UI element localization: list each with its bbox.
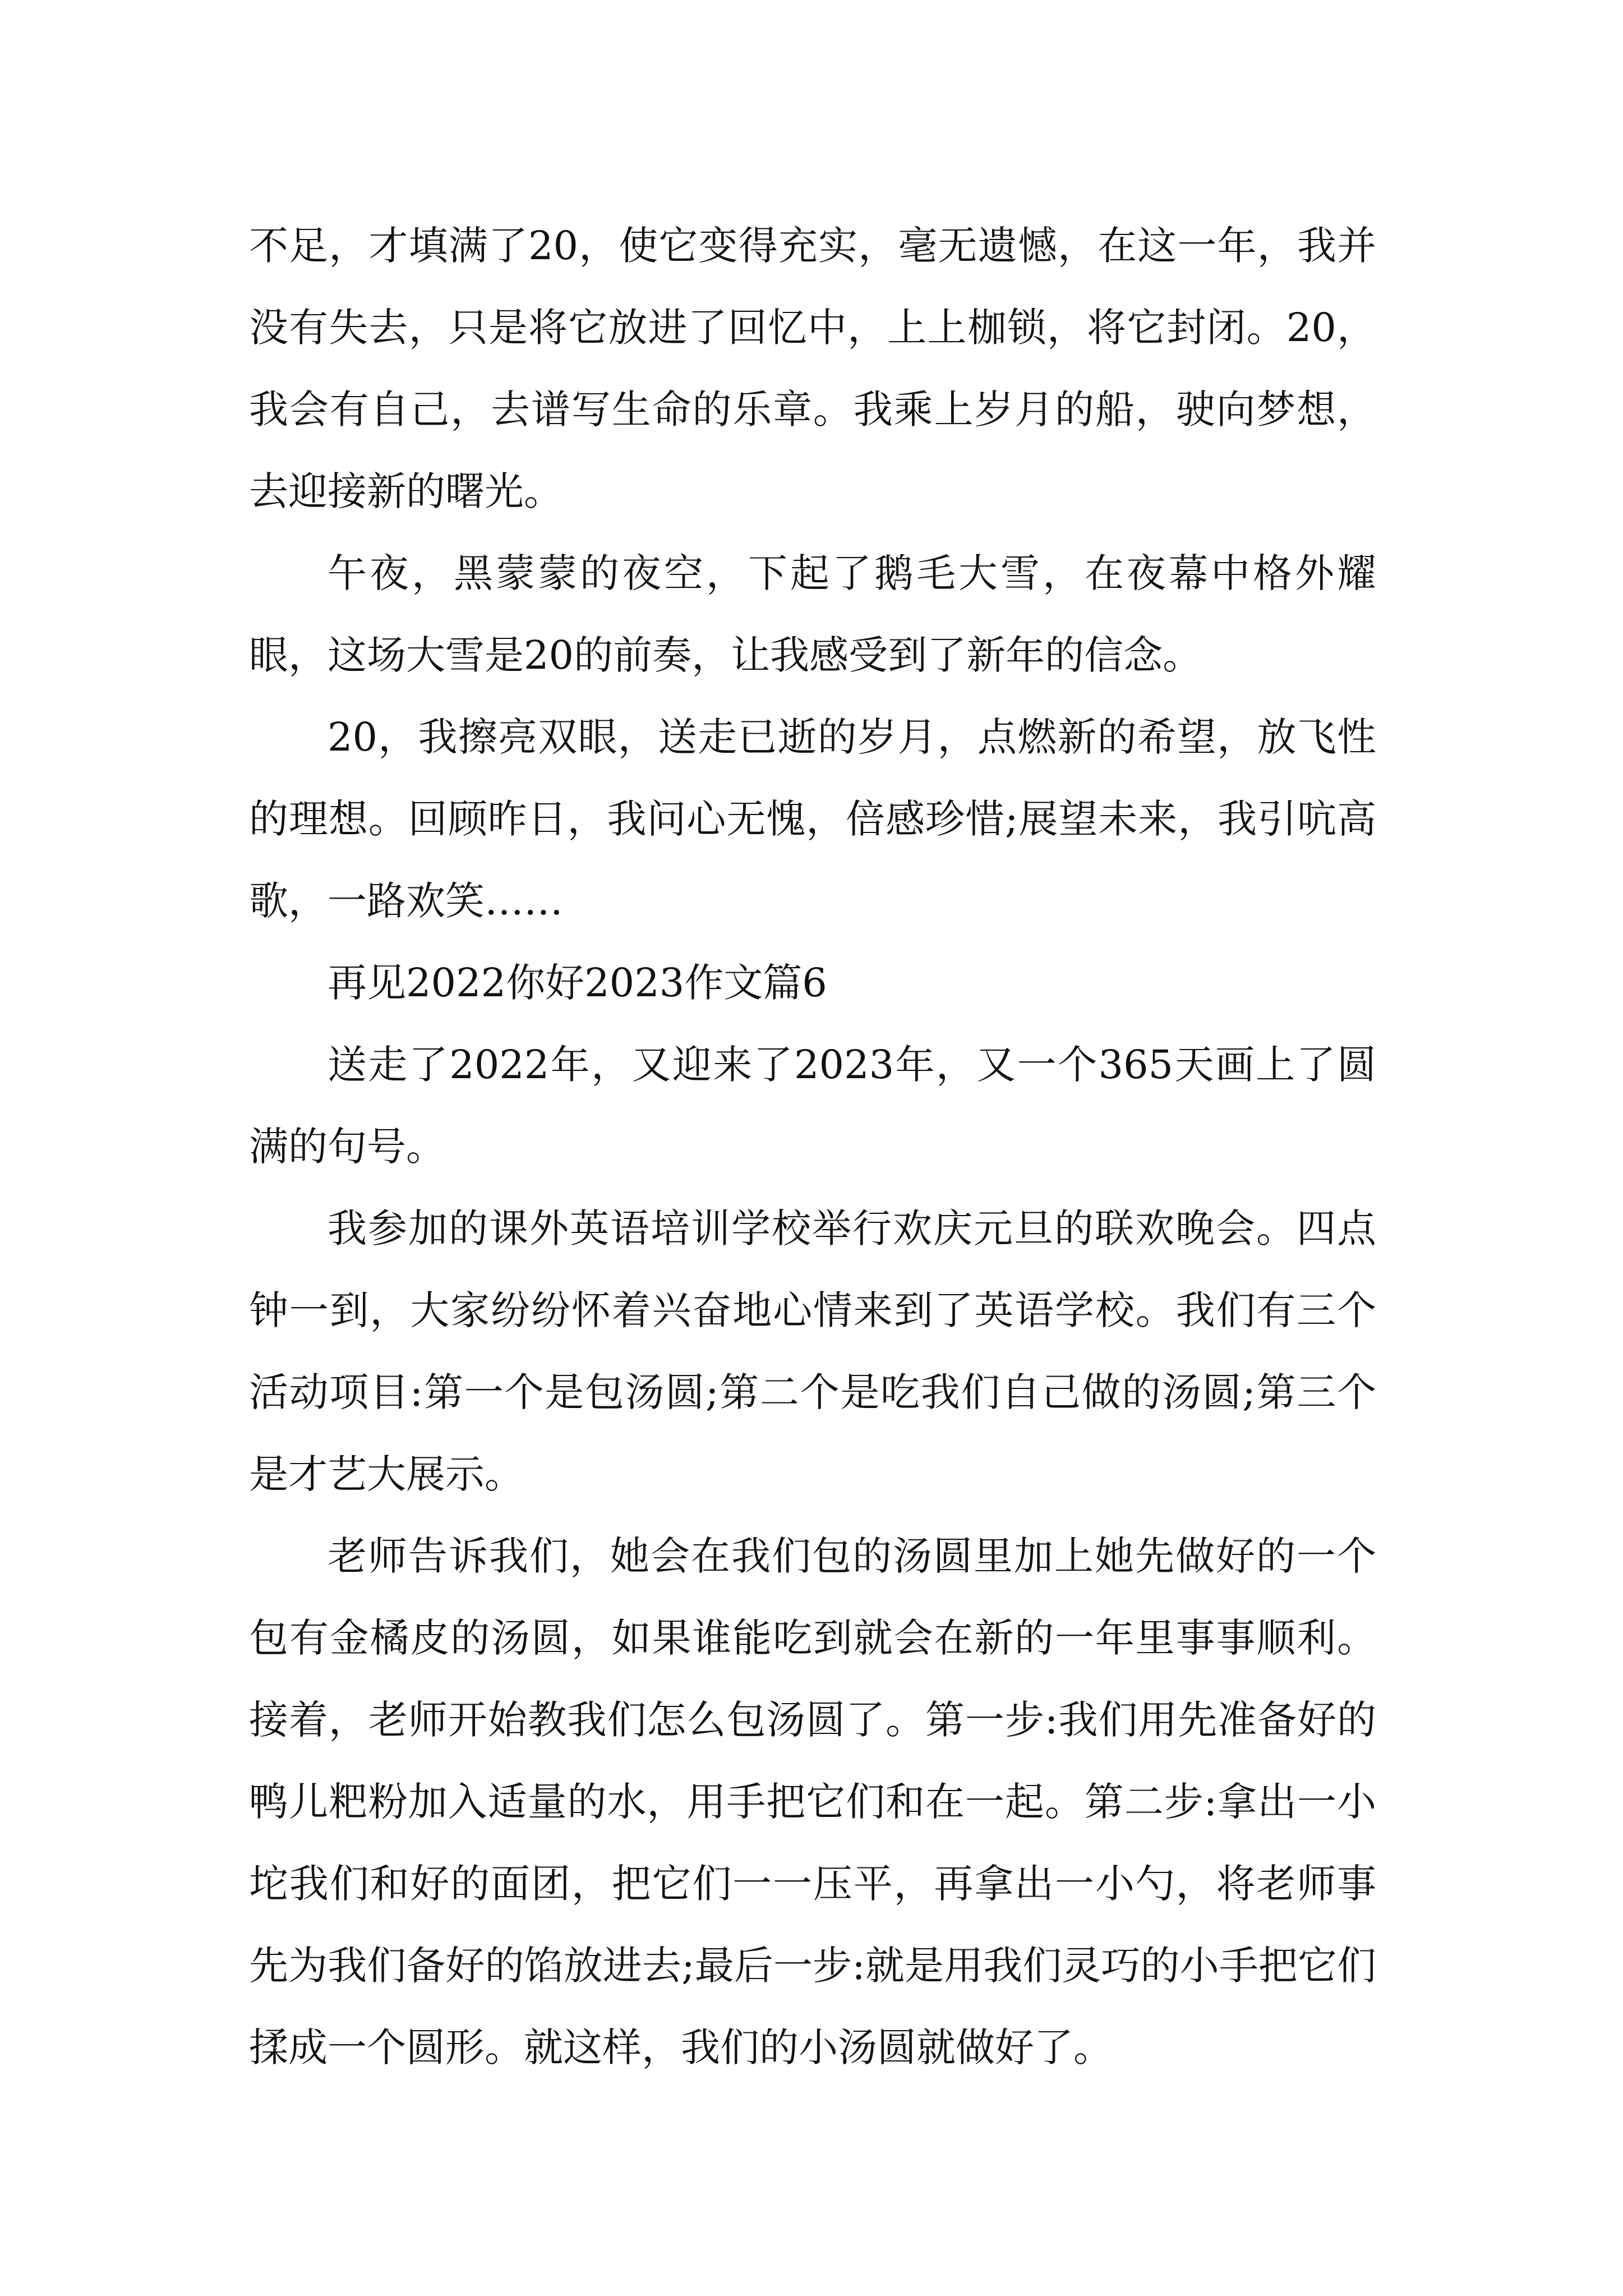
paragraph-2: 午夜，黑蒙蒙的夜空，下起了鹅毛大雪，在夜幕中格外耀眼，这场大雪是20的前奏，让我感受到了新年的信念。 <box>249 550 1376 678</box>
document-body <box>249 205 1376 2088</box>
paragraph-5: 我参加的课外英语培训学校举行欢庆元旦的联欢晚会。四点钟一到，大家纷纷怀着兴奋地心情来到了英语学校。我们有三个活动项目:第一个是包汤圆;第二个是吃我们自己做的汤圆;第三个是才艺大展示。 <box>249 1205 1376 1497</box>
paragraph-1: 不足，才填满了20，使它变得充实，毫无遗憾，在这一年，我并没有失去，只是将它放进了回忆中，上上枷锁，将它封闭。20，我会有自己，去谱写生命的乐章。我乘上岁月的船，驶向梦想，去迎接新的曙光。 <box>249 223 1376 514</box>
paragraph-6: 老师告诉我们，她会在我们包的汤圆里加上她先做好的一个包有金橘皮的汤圆，如果谁能吃到就会在新的一年里事事顺利。接着，老师开始教我们怎么包汤圆了。第一步:我们用先准备好的鸭儿粑粉加入适量的水，用手把它们和在一起。第二步:拿出一小坨我们和好的面团，把它们一一压平，再拿出一小勺，将老师事先为我们备好的馅放进去;最后一步:就是用我们灵巧的小手把它们揉成一个圆形。就这样，我们的小汤圆就做好了。 <box>249 1533 1376 2070</box>
paragraph-3: 20，我擦亮双眼，送走已逝的岁月，点燃新的希望，放飞性的理想。回顾昨日，我问心无愧，倍感珍惜;展望未来，我引吭高歌，一路欢笑…… <box>249 714 1376 924</box>
section-heading: 再见2022你好2023作文篇6 <box>328 960 827 1006</box>
paragraph-4: 送走了2022年，又迎来了2023年，又一个365天画上了圆满的句号。 <box>249 1042 1376 1170</box>
